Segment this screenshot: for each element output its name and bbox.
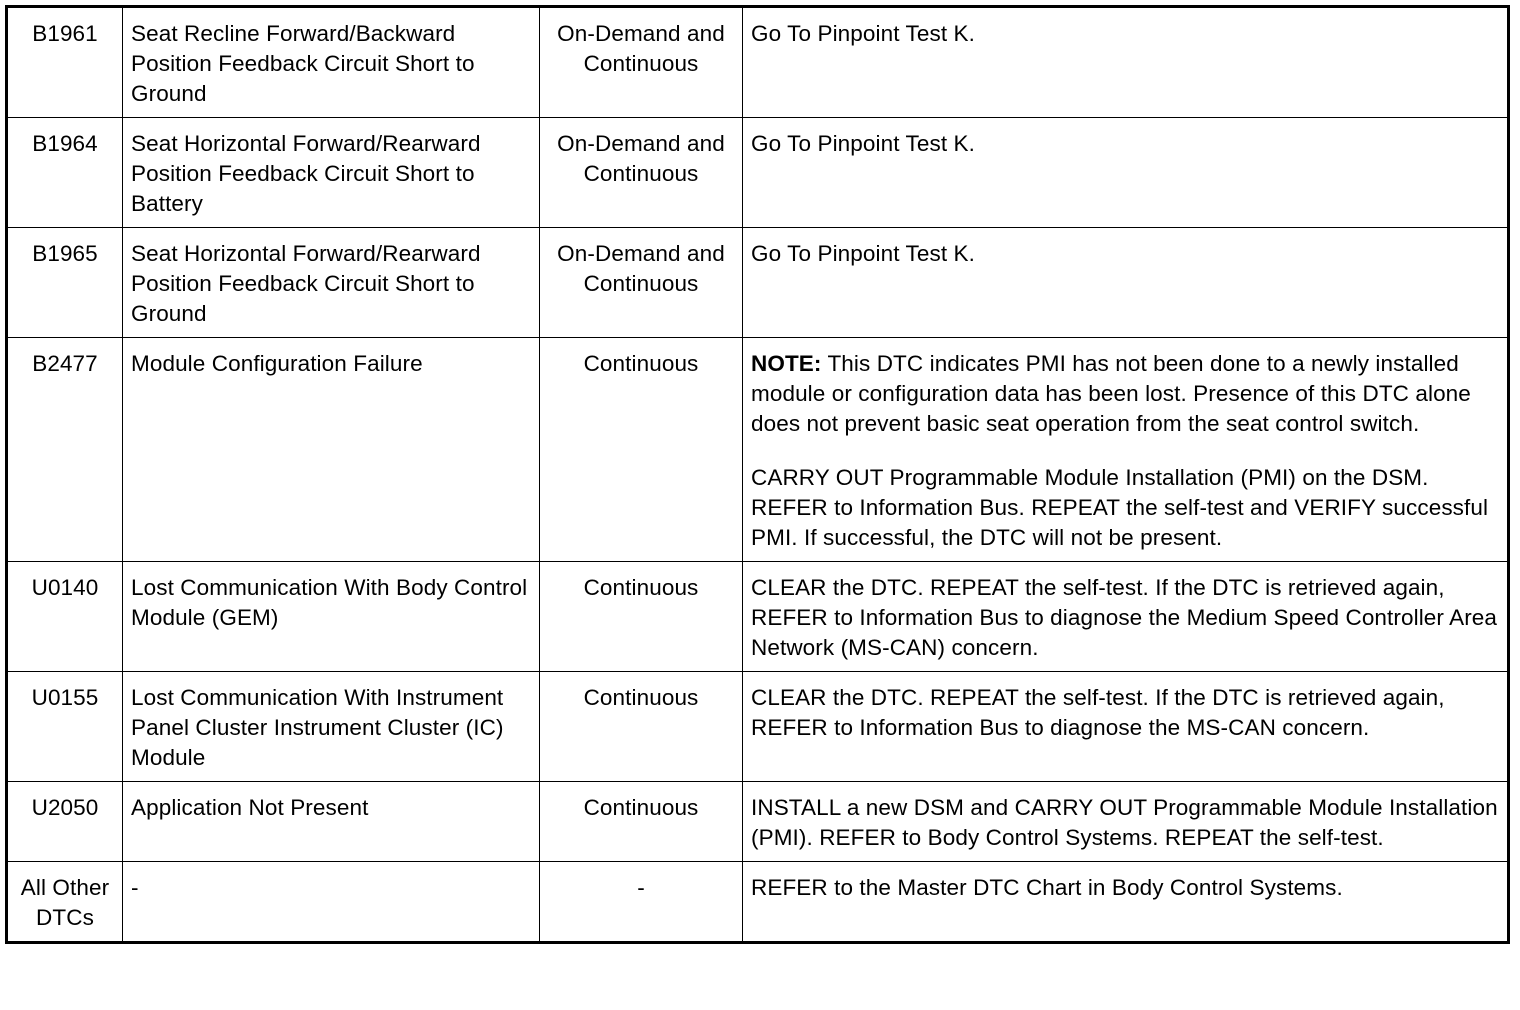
action-text: Go To Pinpoint Test K. <box>751 21 976 46</box>
dtc-action-cell <box>743 782 1509 862</box>
action-text: INSTALL a new DSM and CARRY OUT Programmable Module Installation (PMI). REFER to Body Control Systems. REPEAT the self-test. <box>751 795 1498 850</box>
dtc-code-cell: U0140 <box>7 562 123 672</box>
dtc-condition-cell: On-Demand and Continuous <box>540 228 743 338</box>
dtc-action-cell <box>743 7 1509 118</box>
dtc-code-cell: B1965 <box>7 228 123 338</box>
action-text: REFER to the Master DTC Chart in Body Control Systems. <box>751 875 1343 900</box>
dtc-condition-cell: Continuous <box>540 338 743 562</box>
table-row <box>7 562 1509 672</box>
action-text: Go To Pinpoint Test K. <box>751 241 976 266</box>
action-text: CLEAR the DTC. REPEAT the self-test. If the DTC is retrieved again, REFER to Information Bus to diagnose the Medium Speed Controller Area Network (MS-CAN) concern. <box>751 575 1498 660</box>
table-row <box>7 118 1509 228</box>
dtc-code-cell: B1961 <box>7 7 123 118</box>
dtc-code-cell: B2477 <box>7 338 123 562</box>
action-paragraph <box>751 683 1505 743</box>
action-paragraph <box>751 463 1505 553</box>
action-paragraph <box>751 873 1505 903</box>
table-row <box>7 7 1509 118</box>
dtc-code-cell: B1964 <box>7 118 123 228</box>
action-text: CARRY OUT Programmable Module Installation (PMI) on the DSM. REFER to Information Bus. REPEAT the self-test and VERIFY successful PMI. If successful, the DTC will not be present. <box>751 465 1489 550</box>
dtc-description-cell: Module Configuration Failure <box>123 338 540 562</box>
dtc-condition-cell: Continuous <box>540 672 743 782</box>
dtc-description-cell: Lost Communication With Body Control Module (GEM) <box>123 562 540 672</box>
dtc-description-cell: - <box>123 862 540 943</box>
action-paragraph <box>751 129 1505 159</box>
table-row <box>7 228 1509 338</box>
action-text: CLEAR the DTC. REPEAT the self-test. If the DTC is retrieved again, REFER to Information Bus to diagnose the MS-CAN concern. <box>751 685 1445 740</box>
dtc-action-cell <box>743 338 1509 562</box>
dtc-code-cell: U0155 <box>7 672 123 782</box>
action-paragraph <box>751 349 1505 439</box>
table-row <box>7 672 1509 782</box>
table-row <box>7 862 1509 943</box>
dtc-condition-cell: Continuous <box>540 782 743 862</box>
table-row <box>7 782 1509 862</box>
dtc-table <box>5 5 1510 944</box>
dtc-code-cell: All Other DTCs <box>7 862 123 943</box>
action-text: Go To Pinpoint Test K. <box>751 131 976 156</box>
action-paragraph <box>751 19 1505 49</box>
action-paragraph <box>751 793 1505 853</box>
dtc-action-cell <box>743 562 1509 672</box>
dtc-action-cell <box>743 228 1509 338</box>
note-label: NOTE: <box>751 351 822 376</box>
action-paragraph <box>751 573 1505 663</box>
dtc-condition-cell: Continuous <box>540 562 743 672</box>
dtc-condition-cell: On-Demand and Continuous <box>540 7 743 118</box>
action-paragraph <box>751 239 1505 269</box>
dtc-condition-cell: On-Demand and Continuous <box>540 118 743 228</box>
dtc-description-cell: Lost Communication With Instrument Panel Cluster Instrument Cluster (IC) Module <box>123 672 540 782</box>
dtc-action-cell <box>743 118 1509 228</box>
dtc-action-cell <box>743 862 1509 943</box>
dtc-action-cell <box>743 672 1509 782</box>
table-row <box>7 338 1509 562</box>
action-text: This DTC indicates PMI has not been done to a newly installed module or configuration data has been lost. Presence of this DTC alone does not prevent basic seat operation from the seat control switch. <box>751 351 1471 436</box>
dtc-description-cell: Seat Horizontal Forward/Rearward Position Feedback Circuit Short to Ground <box>123 228 540 338</box>
dtc-description-cell: Seat Recline Forward/Backward Position Feedback Circuit Short to Ground <box>123 7 540 118</box>
dtc-description-cell: Seat Horizontal Forward/Rearward Position Feedback Circuit Short to Battery <box>123 118 540 228</box>
dtc-code-cell: U2050 <box>7 782 123 862</box>
dtc-table-body <box>7 7 1509 943</box>
dtc-description-cell: Application Not Present <box>123 782 540 862</box>
dtc-condition-cell: - <box>540 862 743 943</box>
